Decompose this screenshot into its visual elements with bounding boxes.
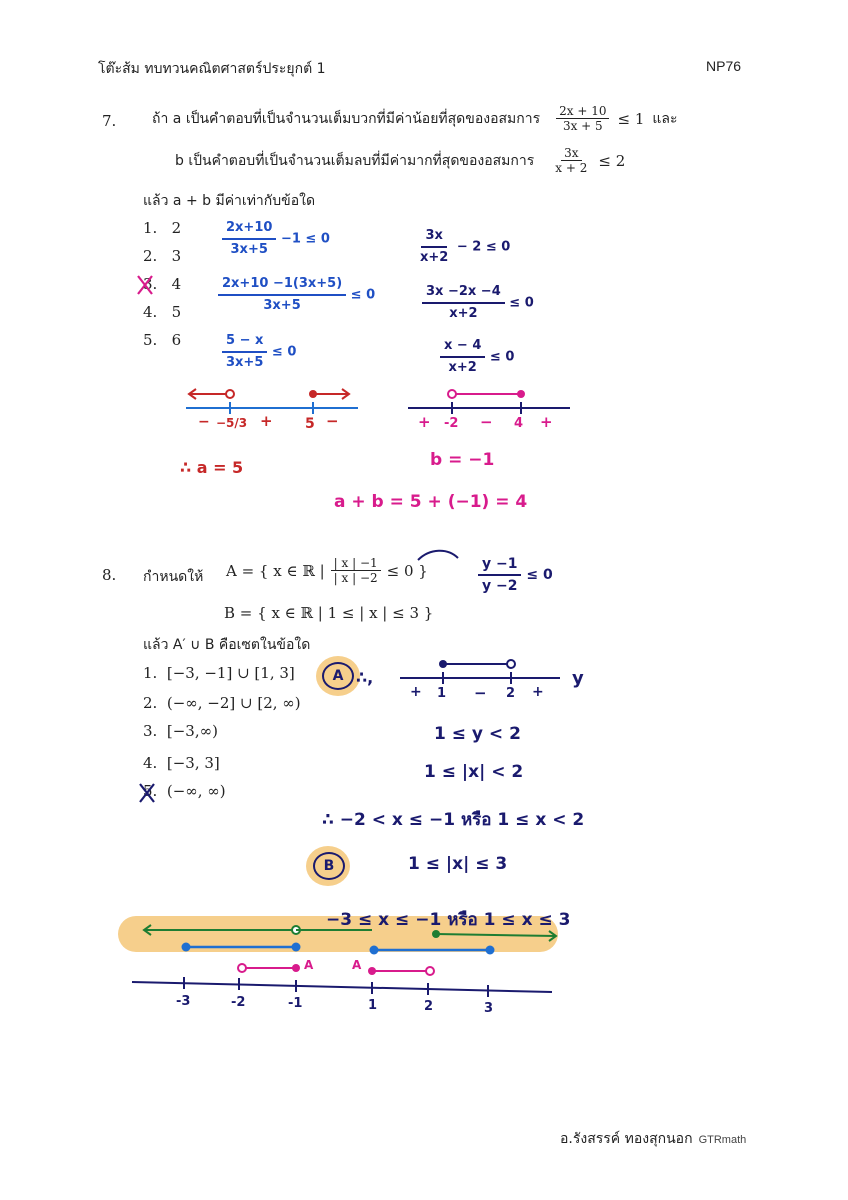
q7-lineb-plus2: + — [540, 413, 553, 431]
circle-b-label: B — [313, 852, 345, 880]
q7-number: 7. — [102, 112, 117, 130]
q7-work-right-step1: $\frac{3x}{x+2}$ − 2 ≤ 0 — [420, 228, 511, 265]
q7-lineb-minus: − — [480, 413, 493, 431]
mark-a-right: A — [352, 958, 362, 972]
q7-line1-text: ถ้า a เป็นคำตอบที่เป็นจำนวนเต็มบวกที่มีค่าน้อยที่สุดของอสมการ — [152, 110, 541, 127]
q8-liney-cut1: 1 — [437, 686, 447, 701]
q8-step-b-x: −3 ≤ x ≤ −1 หรือ 1 ≤ x ≤ 3 — [326, 910, 571, 930]
axis-tick-2: 2 — [424, 999, 434, 1014]
q7-work-right-step3: $\frac{x - 4}{x+2}$ ≤ 0 — [440, 336, 514, 378]
q7-result-a: ∴ a = 5 — [180, 458, 244, 477]
q8-set-b: B = { x ∈ ℝ | 1 ≤ | x | ≤ 3 } — [224, 604, 434, 622]
q7-ineq-b-rel: ≤ 2 — [598, 151, 626, 170]
q8-number-line-y — [400, 660, 560, 684]
q8-liney-minus: − — [474, 684, 487, 702]
q7-line2-text: b เป็นคำตอบที่เป็นจำนวนเต็มลบที่มีค่ามากที่สุดของอสมการ — [175, 152, 535, 169]
footer-brand: GTRmath — [698, 1134, 747, 1146]
q8-work-sub: $\frac{y -1}{y -2}$ ≤ 0 — [478, 554, 553, 596]
q7-and: และ — [652, 110, 678, 127]
q7-linea-cut2: 5 — [305, 416, 315, 432]
q8-liney-cut2: 2 — [506, 686, 516, 701]
q7-linea-plus: + — [260, 412, 273, 430]
q7-work-left-step1: $\frac{2x+10}{3x+5}$ −1 ≤ 0 — [222, 218, 330, 260]
axis-tick-neg1: -1 — [288, 996, 303, 1011]
q8-choice-4[interactable]: 4. [−3, 3] — [143, 754, 220, 772]
q8-liney-var: y — [572, 668, 584, 689]
q7-lineb-cut1: -2 — [444, 416, 459, 431]
worksheet-title: โต๊ะส้ม ทบทวนคณิตศาสตร์ประยุกต์ 1 — [98, 61, 326, 77]
q7-choice-2[interactable]: 2. 3 — [143, 247, 182, 265]
q7-work-left-step3: $\frac{5 - x}{3x+5}$ ≤ 0 — [222, 331, 296, 373]
axis-tick-1: 1 — [368, 998, 378, 1013]
q8-choice-5[interactable]: 5. (−∞, ∞) — [143, 782, 226, 800]
circle-a-therefore: ∴, — [356, 668, 374, 687]
q8-choice-1[interactable]: 1. [−3, −1] ∪ [1, 3] — [143, 664, 295, 682]
q7-work-left-step2: $\frac{2x+10 -1(3x+5)}{3x+5}$ ≤ 0 — [218, 274, 375, 316]
q8-number: 8. — [102, 566, 117, 584]
footer — [560, 1128, 746, 1150]
q8-question: แล้ว A′ ∪ B คือเซตในข้อใด — [143, 637, 311, 653]
q7-linea-minus2: − — [326, 412, 339, 430]
q7-lineb-plus1: + — [418, 413, 431, 431]
q7-ineq-b-num: 3x — [561, 146, 581, 161]
q8-step-x: ∴ −2 < x ≤ −1 หรือ 1 ≤ x < 2 — [322, 810, 585, 830]
q7-ineq-a-den: 3x + 5 — [562, 119, 603, 133]
q7-work-right-step2: $\frac{3x -2x -4}{x+2}$ ≤ 0 — [422, 282, 534, 324]
circle-a-label: A — [322, 662, 354, 690]
q8-choice-2[interactable]: 2. (−∞, −2] ∪ [2, ∞) — [143, 694, 301, 712]
q8-set-a-frac: $\frac{| x | -1}{| x | -2}$ — [331, 556, 381, 585]
q8-set-a-tail: ≤ 0 } — [386, 561, 428, 580]
q8-final-number-line — [132, 925, 556, 997]
q7-linea-cut1: −5/3 — [216, 416, 248, 430]
q7-question: แล้ว a + b มีค่าเท่ากับข้อใด — [143, 193, 316, 209]
q7-ineq-a-rel: ≤ 1 — [617, 109, 645, 128]
q7-cross-mark — [138, 276, 152, 294]
q7-result-b: b = −1 — [430, 450, 495, 470]
q8-set-a-head: A = { x ∈ ℝ | — [226, 561, 325, 580]
q8-step-b: 1 ≤ |x| ≤ 3 — [408, 854, 508, 874]
q7-ineq-a-num: 2x + 10 — [556, 104, 609, 119]
q8-arrow — [418, 551, 458, 560]
mark-a-left: A — [304, 958, 314, 972]
q7-choice-5[interactable]: 5. 6 — [143, 331, 182, 349]
axis-tick-neg2: -2 — [231, 995, 246, 1010]
q7-choice-1[interactable]: 1. 2 — [143, 219, 182, 237]
q7-number-line-a — [186, 389, 358, 414]
axis-tick-neg3: -3 — [176, 994, 191, 1009]
q8-define-label: กำหนดให้ — [143, 569, 204, 585]
q8-cross-mark — [140, 784, 154, 802]
axis-tick-3: 3 — [484, 1001, 494, 1016]
footer-author: อ.รังสรรค์ ทองสุกนอก — [560, 1131, 693, 1147]
page-code: NP76 — [706, 58, 742, 74]
q8-liney-plus2: + — [532, 684, 544, 700]
q7-linea-minus1: − — [198, 414, 210, 430]
q8-liney-plus1: + — [410, 684, 422, 700]
q7-result-sum: a + b = 5 + (−1) = 4 — [334, 492, 528, 512]
q7-number-line-b — [408, 390, 570, 414]
q7-choice-3[interactable]: 3. 4 — [143, 275, 182, 293]
q7-lineb-cut2: 4 — [514, 416, 524, 431]
q7-ineq-b-den: x + 2 — [555, 161, 588, 175]
q8-step-y: 1 ≤ y < 2 — [434, 724, 521, 744]
q8-step-absx: 1 ≤ |x| < 2 — [424, 762, 524, 782]
q7-choice-4[interactable]: 4. 5 — [143, 303, 182, 321]
q8-choice-3[interactable]: 3. [−3,∞) — [143, 722, 218, 740]
